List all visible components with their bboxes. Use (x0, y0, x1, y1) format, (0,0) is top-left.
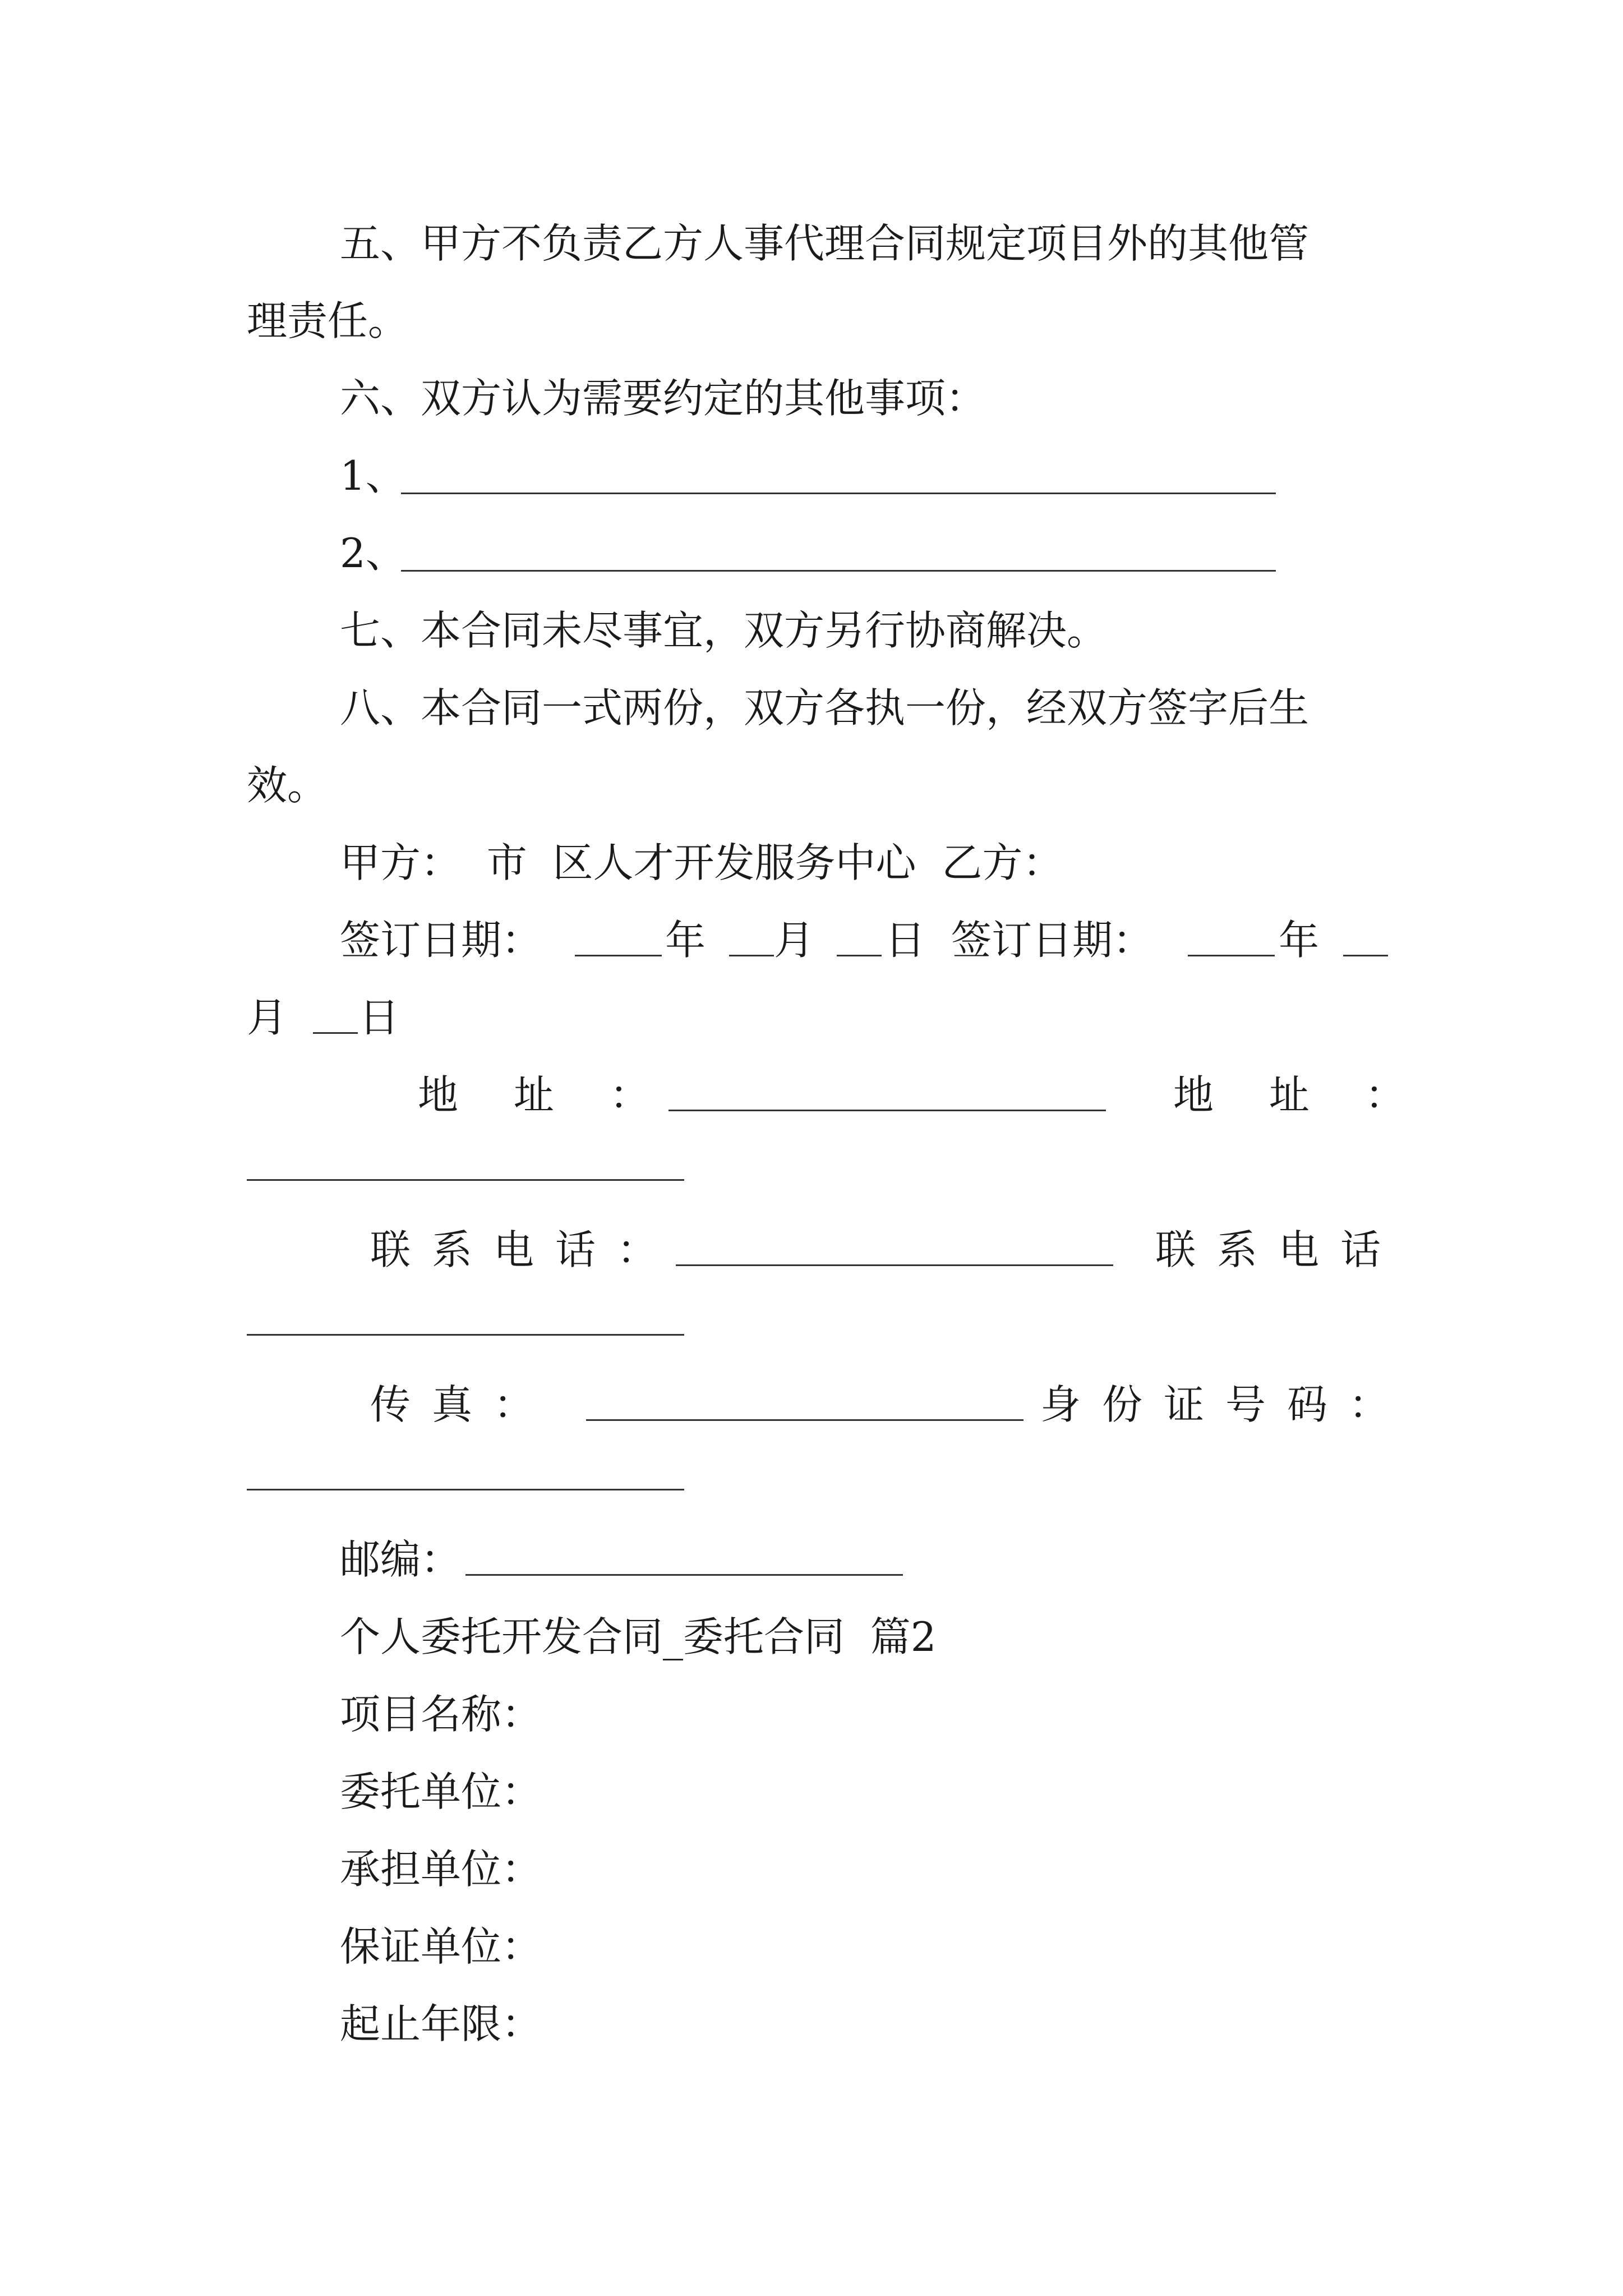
fax-label: 传真： (370, 1381, 556, 1428)
item-2-blank (401, 570, 1276, 572)
id-number-blank (247, 1489, 684, 1490)
address-blank-a (668, 1110, 1106, 1111)
sign-year-a: 年 (665, 917, 706, 964)
phone-blank-a (676, 1264, 1113, 1266)
sign-year-b: 年 (1279, 917, 1320, 964)
clause-8-line2: 效。 (247, 762, 328, 809)
sign-month-a: 月 (774, 917, 815, 964)
phone-label-a: 联系电话： (370, 1226, 679, 1273)
field-project-name: 项目名称： (340, 1691, 542, 1738)
fax-blank (586, 1419, 1023, 1421)
section-title-2: 个人委托开发合同_委托合同 篇2 (340, 1613, 937, 1660)
sign-year-blank-a (575, 955, 662, 956)
clause-5-line1: 五、甲方不负责乙方人事代理合同规定项目外的其他管 (340, 220, 1310, 267)
sign-month-blank-a (729, 955, 774, 956)
sign-date-label-a: 签订日期： (340, 917, 542, 964)
postcode-blank (465, 1574, 903, 1576)
item-2-label: 2、 (340, 530, 406, 577)
clause-8-line1: 八、本合同一式两份，双方各执一份，经双方签字后生 (340, 684, 1310, 731)
sign-day-blank-b (313, 1032, 358, 1034)
phone-label-b: 联系电话 (1155, 1226, 1403, 1273)
field-guarantor: 保证单位： (340, 1923, 542, 1970)
sign-day-a: 日 (885, 917, 926, 964)
address-blank-b (247, 1179, 684, 1181)
item-1-blank (401, 493, 1276, 494)
address-label-a: 地 址 ： (418, 1071, 671, 1119)
id-number-label: 身份证号码： (1040, 1381, 1411, 1428)
sign-date-label-b: 签订日期： (951, 917, 1154, 964)
postcode-label: 邮编： (340, 1536, 462, 1583)
clause-5-line2: 理责任。 (247, 297, 409, 344)
address-label-b: 地 址 ： (1173, 1071, 1427, 1119)
phone-blank-b (247, 1334, 684, 1336)
field-client: 委托单位： (340, 1768, 542, 1815)
field-contractor: 承担单位： (340, 1846, 542, 1893)
sign-year-blank-b (1188, 955, 1275, 956)
field-period: 起止年限： (340, 2000, 542, 2047)
sign-month-b: 月 (247, 994, 288, 1041)
party-line: 甲方： 市 区人才开发服务中心 乙方： (340, 839, 1063, 886)
clause-7: 七、本合同未尽事宜，双方另行协商解决。 (340, 607, 1108, 654)
item-1-label: 1、 (340, 452, 406, 499)
clause-6: 六、双方认为需要约定的其他事项： (340, 375, 986, 422)
sign-month-blank-b (1343, 955, 1388, 956)
sign-day-blank-a (837, 955, 882, 956)
sign-day-b: 日 (359, 994, 400, 1041)
